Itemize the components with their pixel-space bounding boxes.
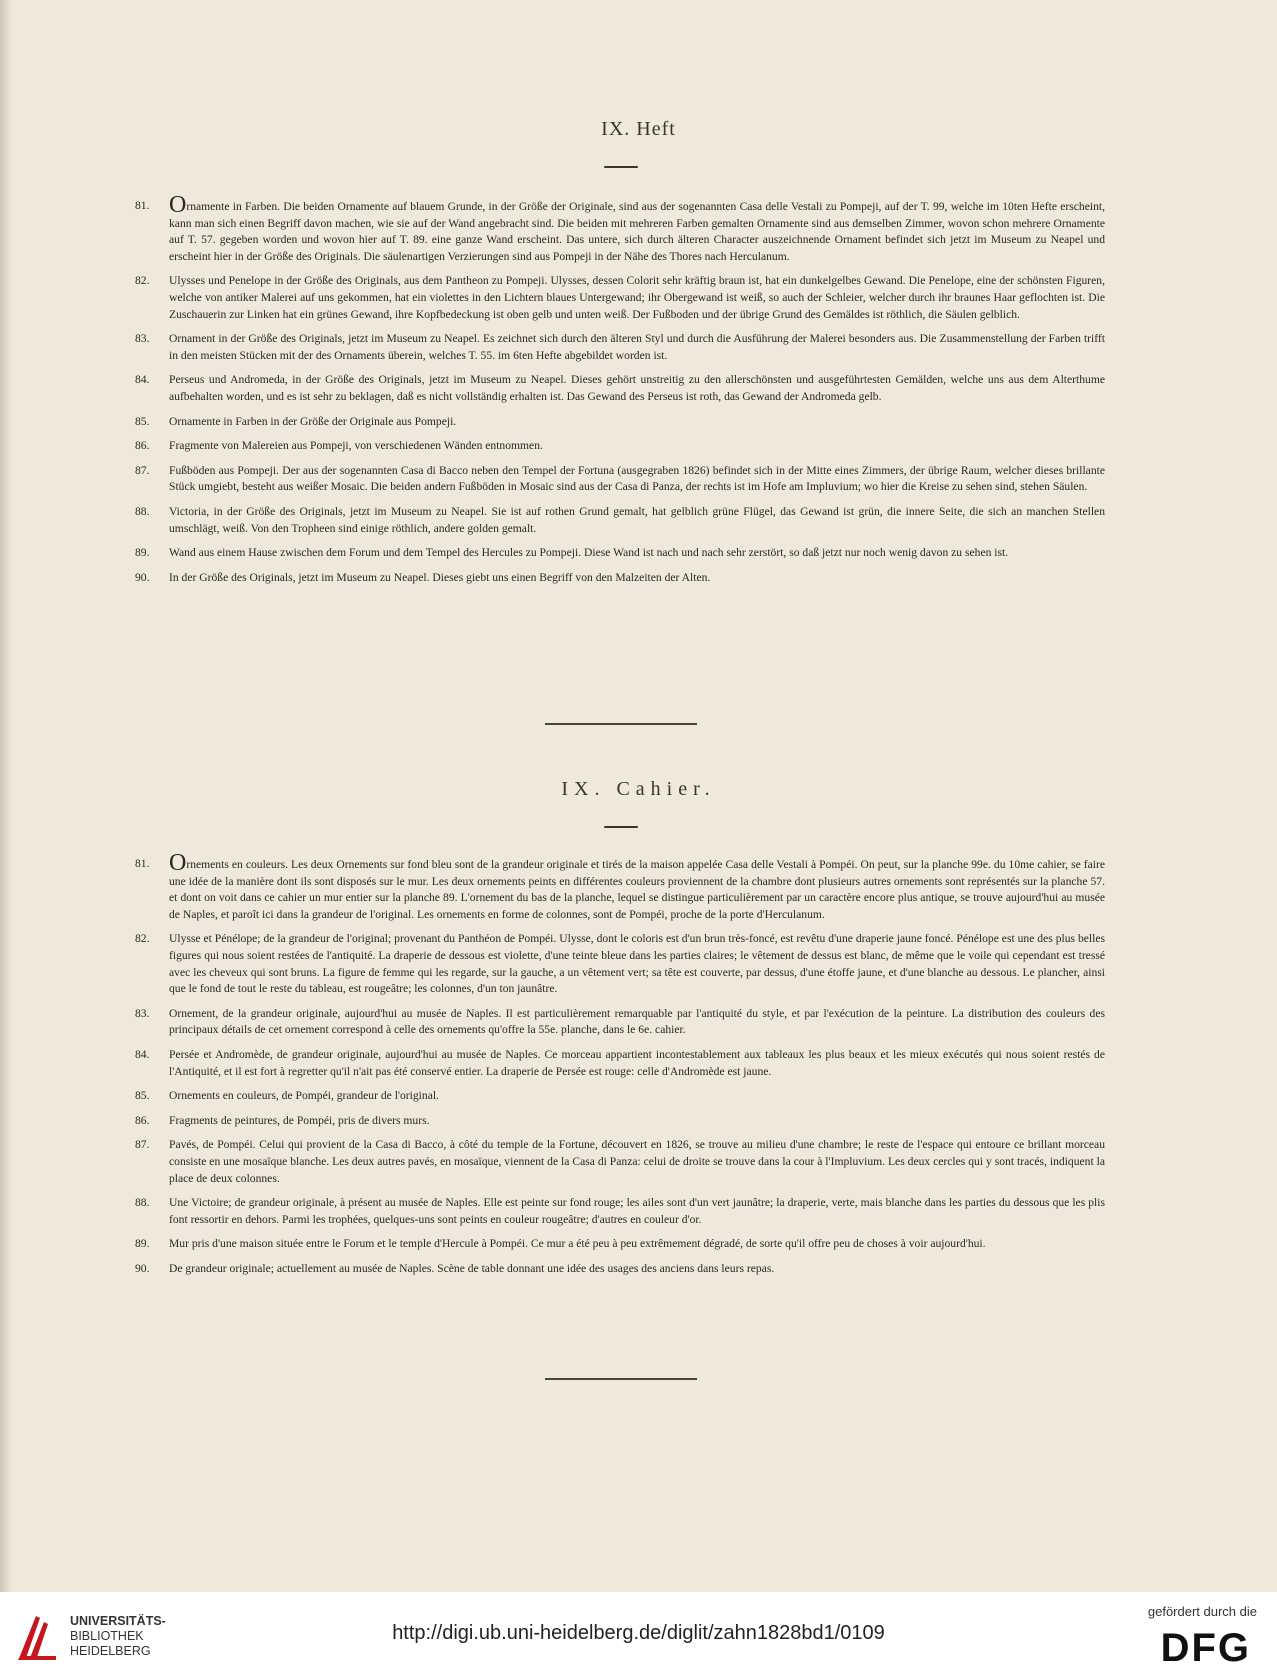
- library-name-line-1: UNIVERSITÄTS-: [70, 1614, 166, 1628]
- heft-entry-89: [135, 545, 1105, 562]
- entry-text: rnements en couleurs. Les deux Ornements sur fond bleu sont de la grandeur originale et tirés de la maison appelée Casa delle Vestali à Pompéi. On peut, sur la planche 99e. du 10me cahier, se faire une idée de la manière dont ils sont disposés sur le mur. Les deux ornements peints en différentes couleurs proviennent de la chambre dont plusieurs autres ornements sont représentés sur la planche 57. et dont on voit dans ce cahier un mur entier sur la planche 89. L'ornement du bas de la planche, lequel se distingue particulièrement par un caractère encore plus antique, se trouve aujourd'hui au musée de Naples, et paroît ici dans la grandeur de l'original. Les ornements en forme de colonnes, sont de Pompéi, proche de la porte d'Herculanum.: [169, 858, 1105, 921]
- heft-title-ornament: [604, 166, 638, 168]
- entry-number: 86.: [135, 1113, 150, 1127]
- entry-text: In der Größe des Originals, jetzt im Museum zu Neapel. Dieses giebt uns einen Begriff von den Malzeiten der Alten.: [169, 570, 711, 584]
- end-divider: [545, 1378, 697, 1380]
- section-divider: [545, 723, 697, 725]
- entry-text: Mur pris d'une maison située entre le Forum et le temple d'Hercule à Pompéi. Ce mur a été peu à peu extrêmement dégradé, de sorte qu'il offre peu de choses à voir aujourd'hui.: [169, 1237, 986, 1251]
- entry-text: Ornements en couleurs, de Pompéi, grandeur de l'original.: [169, 1089, 439, 1103]
- entry-number: 85.: [135, 414, 150, 428]
- cahier-entry-84: [135, 1047, 1105, 1080]
- entry-number: 85.: [135, 1089, 150, 1103]
- heft-entry-88: [135, 504, 1105, 537]
- entry-number: 86.: [135, 439, 150, 453]
- entry-number: 87.: [135, 463, 150, 477]
- heft-entry-86: [135, 438, 1105, 455]
- entry-number: 81.: [135, 199, 150, 212]
- entry-text: Fragmente von Malereien aus Pompeji, von verschiedenen Wänden entnommen.: [169, 439, 543, 453]
- heft-title: IX. Heft: [601, 118, 676, 140]
- drop-cap: O: [169, 850, 187, 876]
- entry-text: Fragments de peintures, de Pompéi, pris de divers murs.: [169, 1113, 430, 1127]
- heft-entry-83: [135, 331, 1105, 364]
- entry-number: 81.: [135, 857, 150, 870]
- cahier-entry-list: [135, 850, 1105, 1285]
- heft-entry-list: [135, 192, 1105, 594]
- heft-entry-90: [135, 570, 1105, 587]
- entry-number: 82.: [135, 932, 150, 946]
- cahier-entry-88: [135, 1195, 1105, 1228]
- entry-text: Wand aus einem Hause zwischen dem Forum und dem Tempel des Hercules zu Pompeji. Diese Wand ist nach und nach sehr zerstört, so daß jetzt nur noch wenig davon zu sehen ist.: [169, 546, 1009, 560]
- cahier-entry-87: [135, 1137, 1105, 1187]
- entry-number: 88.: [135, 1196, 150, 1210]
- cahier-entry-90: [135, 1261, 1105, 1278]
- heft-entry-82: [135, 273, 1105, 323]
- entry-text: Persée et Andromède, de grandeur originale, aujourd'hui au musée de Naples. Ce morceau appartient incontestablement aux tableaux les plus beaux et les mieux exécutés qui nous soient restés de l'Antiquité, et il est fort à regretter qu'il n'ait pas été conservé entier. La draperie de Persée est rouge: celle d'Andromède est jaune.: [169, 1047, 1105, 1078]
- heft-entry-81: [135, 192, 1105, 265]
- entry-text: Victoria, in der Größe des Originals, jetzt im Museum zu Neapel. Sie ist auf rothen Grund gemalt, hat gelblich grüne Flügel, das Gewand ist grün, die innere Seite, die sich an manchen Stellen umschlägt, weiß. Von den Tropheen sind einige röthlich, andere golden gemalt.: [169, 504, 1105, 535]
- cahier-entry-86: [135, 1113, 1105, 1130]
- entry-number: 89.: [135, 546, 150, 560]
- cahier-title: IX. Cahier.: [561, 778, 716, 800]
- cahier-entry-83: [135, 1006, 1105, 1039]
- entry-text: Ulysse et Pénélope; de la grandeur de l'original; provenant du Panthéon de Pompéi. Ulysse, dont le coloris est d'un brun très-foncé, est revêtu d'une draperie jaune foncé. Pénélope est une des plus belles figures qui nous soient restées de l'antiquité. La draperie de dessous est violette, d'une teinte bleue dans les parties claires; le vêtement de dessus est blanc, de même que le voile qui cependant est tressé avec les cheveux qui sont bruns. La figure de femme qui les regarde, sur la gauche, a un vêtement vert; sa tête est couverte, par dessus, d'une étoffe jaune, et d'une blanche au dessous. Le plancher, ainsi que le fond de tout le reste du tableau, est rougeâtre; les colonnes, d'un ton jaunâtre.: [169, 932, 1105, 996]
- cahier-entry-81: [135, 850, 1105, 923]
- entry-number: 84.: [135, 1047, 150, 1061]
- dfg-logo: DFG: [1160, 1626, 1251, 1670]
- heft-entry-84: [135, 372, 1105, 405]
- entry-text: rnamente in Farben. Die beiden Ornamente auf blauem Grunde, in der Größe der Originale, sind aus der sogenannten Casa delle Vestali zu Pompeji, auf der T. 99, welche im 10ten Hefte erscheint, kann man sich einen Begriff davon machen, wie sie auf der Wand angebracht sind. Die beiden mit mehreren Farben gemalten Ornamente sind aus demselben Zimmer, wovon schon mehrere Ornamente auf T. 57. gegeben worden und wovon hier auf T. 89. eine ganze Wand erscheint. Das untere, sich durch älteren Character auszeichnende Ornament befindet sich jetzt im Museum zu Neapel und erscheint hier in der Größe des Originals. Die säulenartigen Verzierungen sind aus Pompeji in der Nähe des Thores nach Herculanum.: [169, 200, 1105, 263]
- entry-number: 84.: [135, 373, 150, 387]
- entry-number: 83.: [135, 1006, 150, 1020]
- entry-text: Ornement, de la grandeur originale, aujourd'hui au musée de Naples. Il est particulièrement remarquable par l'antiquité du style, et par l'exécution de la peinture. La distribution des couleurs des principaux détails de cet ornement correspond à celle des ornements qu'offre la 55e. planche, dans le 6e. cahier.: [169, 1006, 1105, 1037]
- entry-number: 82.: [135, 274, 150, 288]
- entry-text: Fußböden aus Pompeji. Der aus der sogenannten Casa di Bacco neben den Tempel der Fortuna (ausgegraben 1826) befindet sich in der Mitte eines Zimmers, der übrige Raum, welcher dieses brillante Stück umgiebt, besteht aus weißer Mosaic. Die beiden andern Fußböden in Mosaic sind aus der Casa di Panza, der rechts ist im Hofe am Impluvium; wo hier die Kreise zu sehen sind, stehen Säulen.: [169, 463, 1105, 494]
- entry-number: 90.: [135, 1261, 150, 1275]
- heft-entry-87: [135, 463, 1105, 496]
- library-name-line-2: BIBLIOTHEK: [70, 1629, 144, 1643]
- entry-text: Pavés, de Pompéi. Celui qui provient de la Casa di Bacco, à côté du temple de la Fortune, découvert en 1826, se trouve au milieu d'une chambre; le reste de l'espace qui entoure ce brillant morceau consiste en une mosaïque blanche. Les deux autres pavés, en mosaïque, viennent de la Casa di Panza: celui de droite se trouve dans la cour à l'Impluvium. Les deux cercles qui y sont tracés, indiquent la place de deux colonnes.: [169, 1138, 1105, 1185]
- entry-text: Ornament in der Größe des Originals, jetzt im Museum zu Neapel. Es zeichnet sich durch den älteren Styl und durch die Ausführung der Malerei besonders aus. Die Zusammenstellung der Farben trifft in den meisten Stücken mit der des Ornaments überein, welches T. 55. im 6ten Hefte abgebildet worden ist.: [169, 332, 1105, 362]
- entry-text: De grandeur originale; actuellement au musée de Naples. Scène de table donnant une idée des usages des anciens dans leurs repas.: [169, 1261, 775, 1275]
- heft-entry-85: [135, 414, 1105, 431]
- cahier-entry-82: [135, 931, 1105, 997]
- entry-text: Une Victoire; de grandeur originale, à présent au musée de Naples. Elle est peinte sur fond rouge; les ailes sont d'un vert jaunâtre; la draperie, verte, mais blanche dans les parties du dessous que les plis font ressortir en dehors. Parmi les trophées, quelques-uns sont peints en couleur rougeâtre; d'autres en couleur d'or.: [169, 1196, 1105, 1226]
- entry-text: Perseus und Andromeda, in der Größe des Originals, jetzt im Museum zu Neapel. Dieses gehört unstreitig zu den allerschönsten und ausgeführtesten Gemälden, welche uns aus dem Alterthume aufbehalten worden, und es ist sehr zu beklagen, daß es nicht vollständig erhalten ist. Das Gewand des Perseus ist roth, das Gewand der Andromeda gelb.: [169, 373, 1105, 403]
- entry-number: 89.: [135, 1237, 150, 1251]
- entry-text: Ulysses und Penelope in der Größe des Originals, aus dem Pantheon zu Pompeji. Ulysses, dessen Colorit sehr kräftig braun ist, hat ein dunkelgelbes Gewand. Die Penelope, eine der schönsten Figuren, welche von antiker Malerei auf uns gekommen, hat ein violettes in den Lichtern blaues Untergewand; ihr Obergewand ist weiß, so auch der Schleier, welcher durch ihr braunes Haar geflochten ist. Die Zuschauerin zur Linken hat ein grünes Gewand, ihre Kopfbedeckung ist oben gelb und unten weiß. Der Fußboden und der übrige Grund des Gemäldes ist röthlich, die Säulen gelblich.: [169, 274, 1105, 321]
- entry-number: 90.: [135, 570, 150, 584]
- funded-by-label: gefördert durch die: [1147, 1604, 1257, 1619]
- entry-text: Ornamente in Farben in der Größe der Originale aus Pompeji.: [169, 414, 457, 428]
- entry-number: 88.: [135, 504, 150, 518]
- drop-cap: O: [169, 192, 187, 218]
- viewer-footer: [0, 1592, 1277, 1679]
- library-name-line-3: HEIDELBERG: [70, 1644, 151, 1658]
- entry-number: 83.: [135, 332, 150, 346]
- permalink-url[interactable]: http://digi.ub.uni-heidelberg.de/diglit/zahn1828bd1/0109: [392, 1622, 885, 1644]
- cahier-title-ornament: [604, 826, 638, 828]
- cahier-entry-89: [135, 1236, 1105, 1253]
- entry-number: 87.: [135, 1138, 150, 1152]
- cahier-entry-85: [135, 1088, 1105, 1105]
